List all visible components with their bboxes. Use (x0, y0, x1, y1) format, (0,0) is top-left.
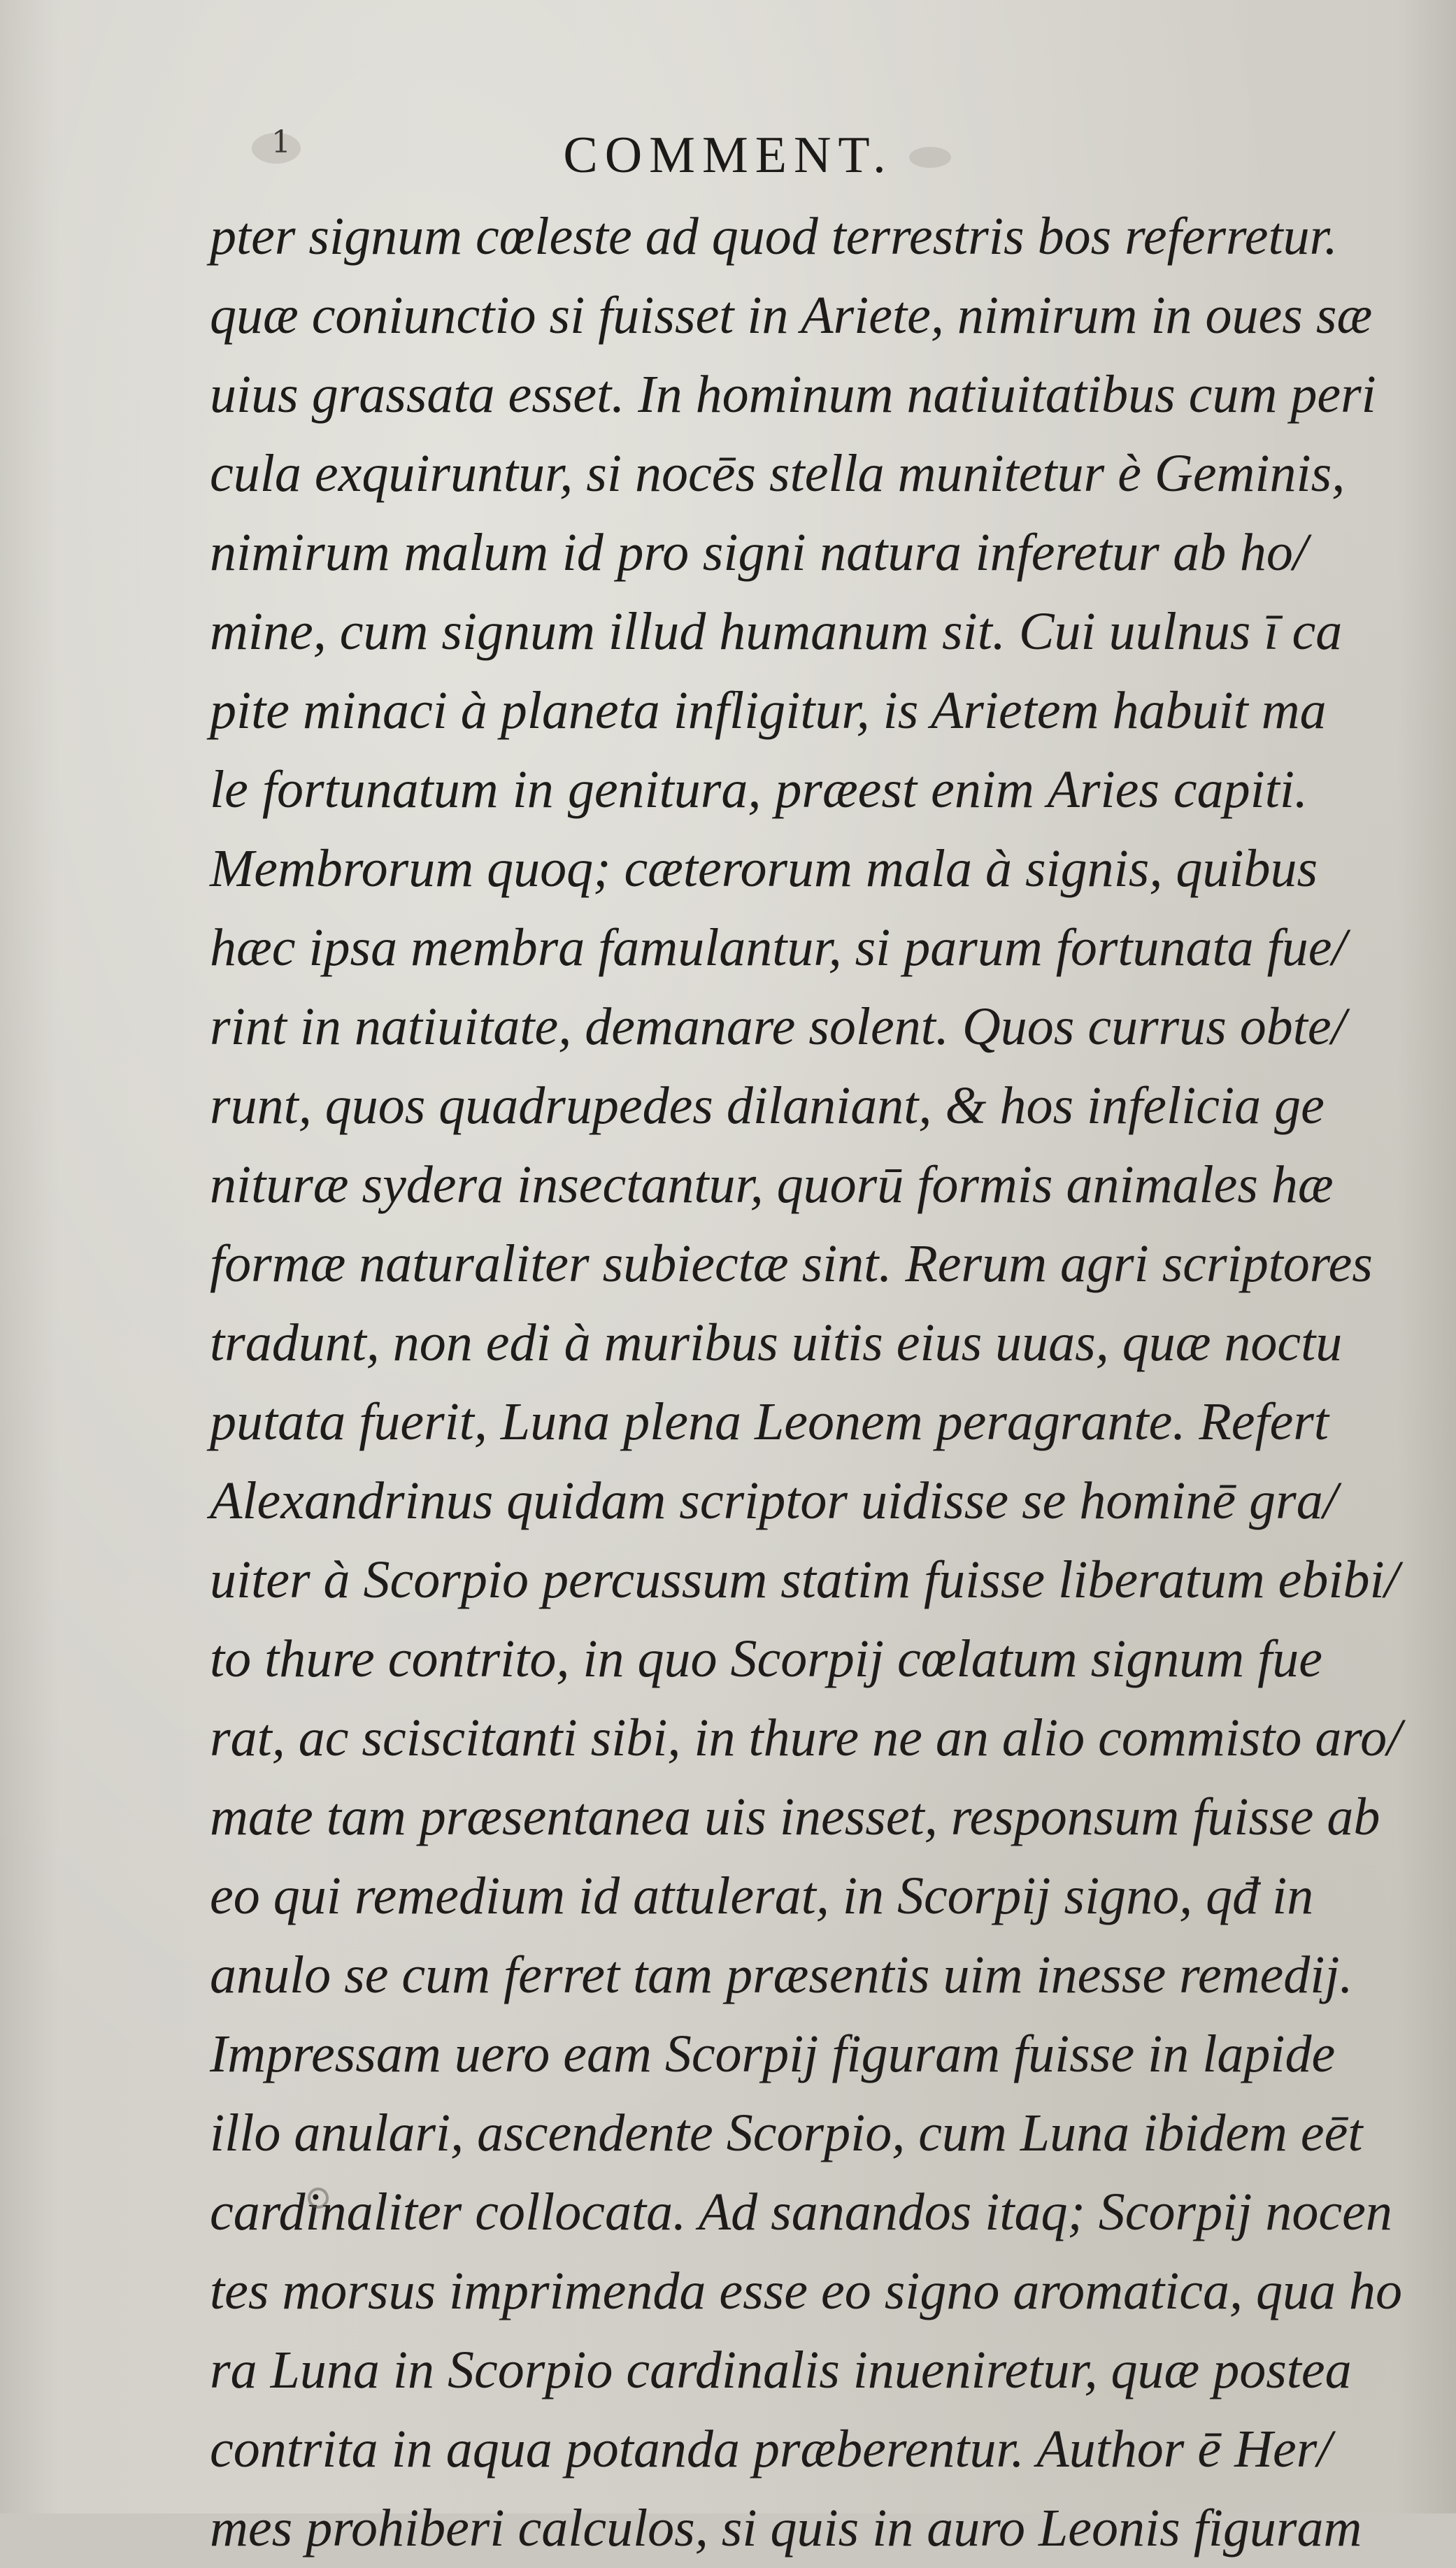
text-line: contrita in aqua potanda præberentur. Author ē Her/ (210, 2420, 1332, 2478)
text-line: cula exquiruntur, si nocēs stella munitetur è Geminis, (210, 444, 1346, 503)
text-line: pter signum cœleste ad quod terrestris bos referretur. (210, 207, 1338, 266)
text-line: Alexandrinus quidam scriptor uidisse se hominē gra/ (210, 1471, 1338, 1530)
folio-number: 1 (271, 124, 292, 160)
text-line: illo anulari, ascendente Scorpio, cum Luna ibidem eēt (210, 2104, 1363, 2162)
text-line: hæc ipsa membra famulantur, si parum fortunata fue/ (210, 918, 1347, 977)
text-line: Impressam uero eam Scorpij figuram fuisse in lapide (210, 2025, 1336, 2083)
text-line: runt, quos quadrupedes dilaniant, & hos infelicia ge (210, 1076, 1325, 1135)
text-line: mes prohiberi calculos, si quis in auro Leonis figuram (210, 2499, 1362, 2558)
ink-mark (308, 2188, 329, 2209)
text-line: uiter à Scorpio percussum statim fuisse liberatum ebibi/ (210, 1550, 1399, 1609)
text-line: quæ coniunctio si fuisset in Ariete, nimirum in oues sæ (210, 286, 1373, 345)
text-line: mine, cum signum illud humanum sit. Cui uulnus ī ca (210, 602, 1343, 661)
text-line: le fortunatum in genitura, præest enim Aries capiti. (210, 760, 1308, 819)
text-line: nimirum malum id pro signi natura inferetur ab ho/ (210, 523, 1308, 582)
text-line: putata fuerit, Luna plena Leonem peragrante. Refert (210, 1392, 1329, 1451)
text-line: nituræ sydera insectantur, quorū formis animales hæ (210, 1155, 1334, 1214)
text-line: Membrorum quoq; cæterorum mala à signis, quibus (210, 839, 1318, 898)
text-line: anulo se cum ferret tam præsentis uim inesse remedij. (210, 1946, 1353, 2004)
text-line: to thure contrito, in quo Scorpij cœlatum signum fue (210, 1629, 1322, 1688)
text-line: tes morsus imprimenda esse eo signo aromatica, qua ho (210, 2262, 1402, 2320)
text-line: ra Luna in Scorpio cardinalis inueniretur, quæ postea (210, 2341, 1352, 2399)
text-line: formæ naturaliter subiectæ sint. Rerum agri scriptores (210, 1234, 1373, 1293)
running-head: COMMENT. (563, 127, 893, 184)
text-line: rat, ac sciscitanti sibi, in thure ne an alio commisto aro/ (210, 1709, 1402, 1767)
body-text (210, 197, 1402, 2568)
text-line: pite minaci à planeta infligitur, is Arietem habuit ma (210, 681, 1327, 740)
text-line: tradunt, non edi à muribus uitis eius uuas, quæ noctu (210, 1313, 1343, 1372)
text-line: uius grassata esset. In hominum natiuitatibus cum peri (210, 365, 1376, 424)
text-line: eo qui remedium id attulerat, in Scorpij signo, qđ in (210, 1867, 1314, 1925)
text-line: cardinaliter collocata. Ad sanandos itaq; Scorpij nocen (210, 2183, 1392, 2241)
text-line: rint in natiuitate, demanare solent. Quos currus obte/ (210, 997, 1346, 1056)
text-line: mate tam præsentanea uis inesset, responsum fuisse ab (210, 1788, 1380, 1846)
